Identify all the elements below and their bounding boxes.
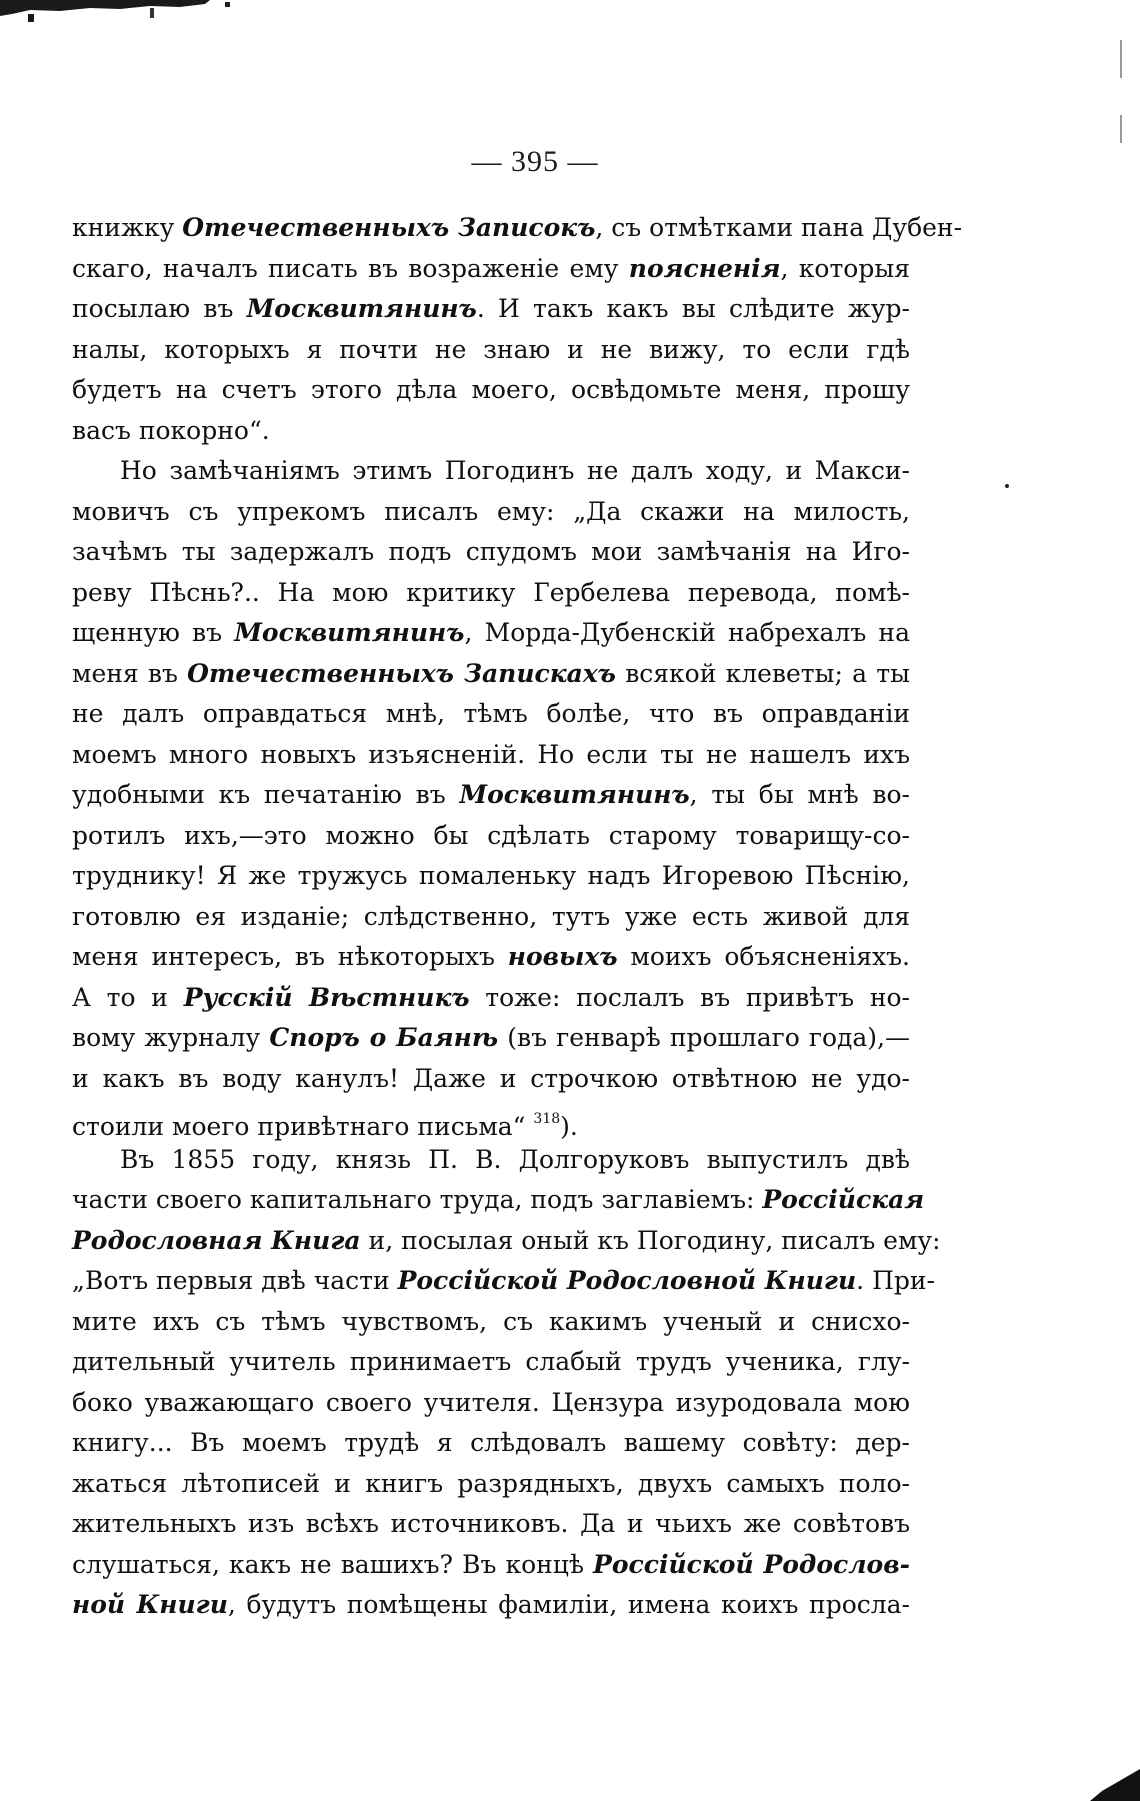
footnote-ref: 318 bbox=[533, 1111, 561, 1127]
text-line bbox=[72, 1545, 910, 1586]
text-segment: дительный учитель принимаетъ слабый трудъ ученика, глу- bbox=[72, 1347, 910, 1376]
text-segment: удобными къ печатанію въ bbox=[72, 780, 460, 809]
text-segment: готовлю ея изданіе; слѣдственно, тутъ уже есть живой для bbox=[72, 901, 910, 931]
text-line bbox=[72, 1585, 910, 1626]
text-segment: и, посылая оный къ Погодину, писалъ ему: bbox=[360, 1225, 941, 1255]
text-line bbox=[72, 775, 910, 816]
text-line bbox=[72, 492, 910, 533]
text-line bbox=[72, 289, 910, 330]
text-line bbox=[72, 897, 910, 938]
body-text bbox=[72, 208, 963, 1626]
text-segment: . При- bbox=[856, 1266, 935, 1295]
text-line bbox=[72, 330, 910, 371]
text-segment: книгу... Въ моемъ трудѣ я слѣдовалъ вашему совѣту: дер- bbox=[72, 1428, 910, 1457]
text-segment: мовичъ съ упрекомъ писалъ ему: „Да скажи на милость, bbox=[72, 496, 910, 526]
italic-title: Родословная Книга bbox=[72, 1225, 361, 1255]
text-line bbox=[72, 1140, 910, 1181]
text-segment: жительныхъ изъ всѣхъ источниковъ. Да и чьихъ же совѣтовъ bbox=[72, 1509, 910, 1538]
text-segment: слушаться, какъ не вашихъ? Въ концѣ bbox=[72, 1549, 594, 1579]
text-segment: , которыя bbox=[780, 253, 910, 283]
scan-edge-mark bbox=[1120, 40, 1122, 78]
text-segment: „Вотъ первыя двѣ части bbox=[72, 1266, 398, 1295]
text-line bbox=[72, 208, 963, 249]
italic-title: Россійской Родослов- bbox=[593, 1549, 910, 1579]
text-segment: части своего капитальнаго труда, подъ заглавіемъ: bbox=[72, 1185, 763, 1214]
text-line bbox=[72, 451, 910, 492]
text-segment: васъ покорно“. bbox=[72, 415, 270, 445]
text-line bbox=[72, 694, 910, 735]
text-line bbox=[72, 613, 910, 654]
text-line bbox=[72, 978, 910, 1019]
text-line bbox=[72, 1180, 925, 1221]
text-line bbox=[72, 532, 910, 573]
text-line bbox=[72, 1383, 910, 1424]
scan-smudge-mark bbox=[0, 0, 260, 26]
scan-speck bbox=[1005, 484, 1009, 488]
italic-title: поясненія bbox=[628, 253, 781, 283]
text-segment: , ты бы мнѣ во- bbox=[689, 780, 910, 809]
text-line bbox=[72, 1464, 910, 1505]
italic-title: Отечественныхъ Запискахъ bbox=[187, 658, 616, 688]
scan-edge-mark bbox=[1120, 115, 1122, 143]
text-line bbox=[72, 937, 910, 978]
text-segment: скаго, началъ писать въ возраженіе ему bbox=[72, 253, 629, 283]
text-segment: стоили моего привѣтнаго письма“ bbox=[72, 1112, 534, 1141]
text-segment: меня въ bbox=[72, 658, 188, 688]
text-line bbox=[72, 1099, 910, 1140]
text-segment: боко уважающаго своего учителя. Цензура изуродовала мою bbox=[72, 1387, 910, 1417]
text-segment: мите ихъ съ тѣмъ чувствомъ, съ какимъ ученый и снисхо- bbox=[72, 1306, 910, 1336]
text-line bbox=[72, 411, 910, 452]
text-segment: тоже: послалъ въ привѣтъ но- bbox=[469, 982, 910, 1012]
text-segment: меня интересъ, въ нѣкоторыхъ bbox=[72, 942, 508, 971]
text-line bbox=[72, 1261, 935, 1302]
text-line bbox=[72, 1423, 910, 1464]
italic-title: Москвитянинъ bbox=[234, 618, 465, 647]
text-line bbox=[72, 735, 910, 776]
text-segment: , Морда-Дубенскій набрехалъ на bbox=[464, 618, 910, 647]
text-segment: вому журналу bbox=[72, 1023, 270, 1052]
text-segment: реву Пѣснь?.. На мою критику Гербелева перевода, помѣ- bbox=[72, 577, 910, 607]
page-number: — 395 — bbox=[471, 145, 599, 178]
text-line bbox=[72, 1302, 910, 1343]
text-line bbox=[72, 1221, 941, 1262]
text-segment: всякой клеветы; а ты bbox=[615, 658, 910, 688]
text-segment: , будутъ помѣщены фамиліи, имена коихъ просла- bbox=[227, 1590, 910, 1619]
scan-corner-mark bbox=[1070, 1761, 1140, 1801]
text-segment: ). bbox=[560, 1112, 578, 1141]
text-segment: посылаю въ bbox=[72, 294, 247, 323]
text-segment: жаться лѣтописей и книгъ разрядныхъ, двухъ самыхъ поло- bbox=[72, 1468, 910, 1498]
italic-title: Россійской Родословной Книги bbox=[397, 1266, 857, 1295]
italic-title: ной Книги bbox=[72, 1590, 228, 1619]
text-segment: будетъ на счетъ этого дѣла моего, освѣдомьте меня, прошу bbox=[72, 375, 910, 404]
text-segment: ротилъ ихъ,—это можно бы сдѣлать старому товарищу-со- bbox=[72, 820, 910, 850]
text-segment: не далъ оправдаться мнѣ, тѣмъ болѣе, что въ оправданіи bbox=[72, 699, 910, 728]
text-line bbox=[72, 370, 910, 411]
text-segment: Въ 1855 году, князь П. В. Долгоруковъ выпустилъ двѣ bbox=[120, 1144, 910, 1174]
text-line bbox=[72, 1018, 910, 1059]
text-segment: (въ генварѣ прошлаго года),— bbox=[498, 1023, 911, 1052]
text-segment: А то и bbox=[72, 982, 184, 1012]
italic-title: Споръ о Баянѣ bbox=[269, 1023, 499, 1052]
text-segment: щенную въ bbox=[72, 618, 235, 647]
italic-title: Отечественныхъ Записокъ bbox=[182, 213, 596, 242]
text-line bbox=[72, 573, 910, 614]
italic-title: Русскій Вѣстникъ bbox=[183, 982, 470, 1012]
text-line bbox=[72, 816, 910, 857]
text-segment: моемъ много новыхъ изъясненій. Но если ты не нашелъ ихъ bbox=[72, 739, 910, 769]
text-segment: . И такъ какъ вы слѣдите жур- bbox=[476, 294, 910, 323]
text-segment: и какъ въ воду канулъ! Даже и строчкою отвѣтною не удо- bbox=[72, 1063, 910, 1093]
text-line bbox=[72, 654, 910, 695]
text-segment: налы, которыхъ я почти не знаю и не вижу, то если гдѣ bbox=[72, 334, 910, 364]
text-line bbox=[72, 1342, 910, 1383]
text-line bbox=[72, 1504, 910, 1545]
italic-title: Москвитянинъ bbox=[459, 780, 690, 809]
text-segment: зачѣмъ ты задержалъ подъ спудомъ мои замѣчанія на Иго- bbox=[72, 537, 910, 566]
text-segment: , съ отмѣтками пана Дубен- bbox=[595, 213, 963, 242]
text-segment: книжку bbox=[72, 213, 183, 242]
italic-title: Россійская bbox=[762, 1185, 925, 1214]
text-line bbox=[72, 856, 910, 897]
text-line bbox=[72, 249, 910, 290]
text-line bbox=[72, 1059, 910, 1100]
italic-title: новыхъ bbox=[507, 942, 618, 971]
italic-title: Москвитянинъ bbox=[246, 294, 477, 323]
text-segment: моихъ объясненіяхъ. bbox=[617, 942, 910, 971]
text-segment: труднику! Я же тружусь помаленьку надъ Игоревою Пѣснію, bbox=[72, 861, 910, 890]
text-segment: Но замѣчаніямъ этимъ Погодинъ не далъ ходу, и Макси- bbox=[120, 456, 910, 485]
